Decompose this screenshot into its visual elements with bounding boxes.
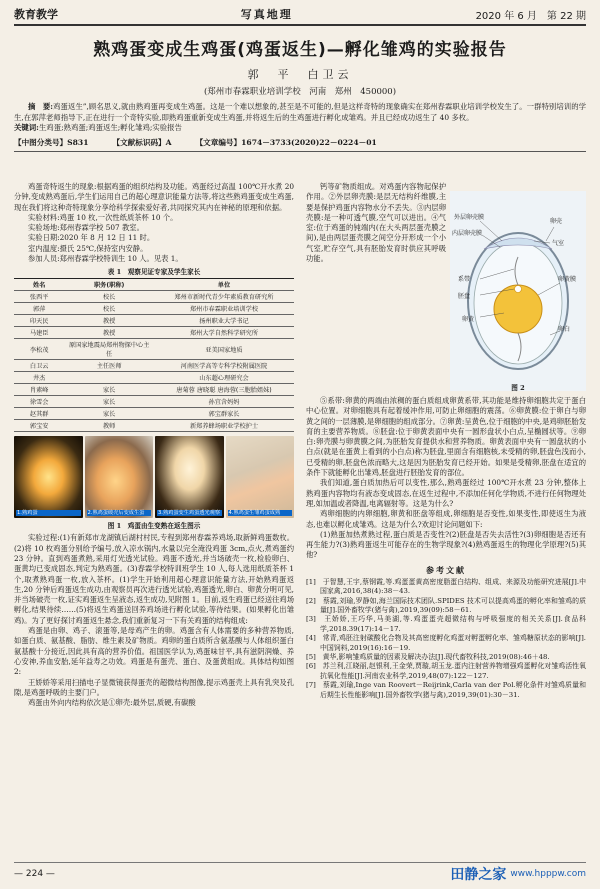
reference-item: [7] 蔡霞,刘瑜,Inge van Roovert－Reijrink,Carla van der Pol.孵化条件对雏鸡质量和后期生长性能影响[J].国外畜牧学(猪与禽),2019,39(01):30－31. bbox=[306, 681, 586, 699]
table-row bbox=[14, 396, 294, 408]
right-column bbox=[306, 182, 586, 854]
table-cell: 印天民 bbox=[14, 315, 64, 327]
body-paragraph: 我们知道,蛋白质加热后可以变性,那么,熟鸡蛋经过 100℃开水煮 23 分钟,整体上熟鸡蛋内容物均有液态变成固态,在返生过程中,不添加任何化学物质,不进行任何物理处理,如加温或者降温,电离辐射等。这是为什么? bbox=[306, 478, 586, 508]
table-header-cell: 单位 bbox=[154, 279, 294, 291]
body-paragraph: 鸡蛋是由卵、鸡子、滚蛋等,是母鸡产生的卵。鸡蛋含有人体需要的多种营养物质,如蛋白质、氨基酸、脂肪、维生素及矿物质。鸡卵的蛋白质所含氨基酸与人体组织蛋白氨基酸十分接近,因此具有高的营养价值。祖国医学认为,鸡蛋味甘平,具有滋阴润燥、养心安神,养血安胎,延年益寿之功效。鸡蛋是有蛋壳、蛋白、及蛋黄组成。具体结构如图 2: bbox=[14, 626, 294, 677]
table-cell: 孙宜含妈妈 bbox=[154, 396, 294, 408]
running-header bbox=[14, 6, 586, 26]
table-header-row bbox=[14, 279, 294, 291]
egg-structure-diagram bbox=[450, 184, 586, 398]
label-yolk: 卵黄 bbox=[462, 316, 475, 323]
body-columns bbox=[14, 182, 586, 854]
right-top-block bbox=[306, 182, 586, 396]
photo-cooked-egg bbox=[14, 436, 83, 518]
reference-item: [2] 蔡霞,刘瑜,罗静如,海兰国际技术团队.SPIDES 技术可以提高鸡蛋的孵化率和雏鸡的质量[J].国外畜牧学(猪与禽),2019,39(09):58－61. bbox=[306, 596, 586, 614]
body-paragraph: ⑤系带:卵黄的两端由浓稠的蛋白质组成卵黄系带,其功能是维持卵细胞共定于蛋白中心位置。对卵细胞具有起着缓冲作用,可防止卵细胞的震荡。⑥卵黄膜:位于卵白与卵黄之间的一层薄膜,是卵细胞的组成部分。⑦卵黄:呈黄色,位于细胞的中央,是鸡卵胚胎发育的主要营养物质。⑧胚盘:位于卵黄表面中央有一圆形盘状小白点,呈椭圆状等。⑨卵白:卵壳膜与卵黄膜之间,为胚胎发育提供水和营养物质。卵黄表面中央有一圆盘状的小白点(就是在蛋黄上看到的小白点)称为胚盘,里面含有细胞核,未受精的卵,胚盘色浅而小,已受精的卵,胚盘色浓而略大,这是因为胚胎发育已经开始。如果是受精卵,胚盘在适宜的条件下就能孵化出雏鸡,胚盘进行胚胎发育的部位。 bbox=[306, 396, 586, 478]
document-code: 【文献标识码】A bbox=[112, 137, 172, 147]
table-row bbox=[14, 420, 294, 432]
header-section: 教育教学 bbox=[14, 8, 58, 21]
table-row bbox=[14, 360, 294, 372]
body-paragraph: 实验过程:(1)有新郑市龙湖镇后湖村村民,专程到郑州春霖养鸡场,取新鲜鸡蛋数枚。(2)将 10 枚鸡蛋分别给予编号,放入凉水锅内,水量以完全淹没鸡蛋 3cm,点火,煮鸡蛋约 23 分钟。直到鸡蛋煮熟,采用灯光透光试验。鸡蛋不透光,并当场破壳一枚,检验卵白、蛋黄均已变成固态,判定为熟鸡蛋。(3)春霖学校特训班学生 10 人,每人选用纸质茶杯 1 个,取煮熟鸡蛋一枚,放入茶杯。(1)学生开始利用超心理意识能量方法,开始熟鸡蛋返生,20 分钟后鸡蛋返生成功,由观察员再次进行透光试验,鸡蛋透光,卵白、卵黄分明可见,并当场破壳一枚,证实鸡蛋返生呈液态,返生成功,见附图 1。目前,返生鸡蛋已经送往鸡场孵化,结果待续……(5)将返生鸡蛋送回养鸡场进行孵化试验,等待结果。(如果孵化出雏鸡)。为了更好探讨鸡蛋返生悬念,我们重新复习一下有关鸡蛋的结构组成: bbox=[14, 533, 294, 625]
structure-text: 钙等矿物质组成。对鸡蛋内容物起保护作用。②外层卵壳膜:是层无结构纤维膜,主要是保护鸡蛋内容物水分不丢失。③内层卵壳膜:是一种可透气膜,空气可以进出。④气室:位于鸡蛋的钝端内(在大头两层蛋壳膜之间),是由两层蛋壳膜之间空分开形成一个小气室,贮存空气,具有胚胎发育时供应其呼吸功能。 bbox=[306, 182, 446, 264]
references-heading: 参考文献 bbox=[426, 564, 466, 575]
label-outer-membrane: 外层卵壳膜 bbox=[454, 214, 485, 221]
table-row bbox=[14, 303, 294, 315]
table-header-cell: 职务(职称) bbox=[64, 279, 154, 291]
paper-authors: 郭 平 白卫云 bbox=[247, 68, 353, 81]
table-cell: 李松茂 bbox=[14, 339, 64, 360]
keywords bbox=[14, 123, 586, 134]
watermark-url: www.hpppw.com bbox=[510, 868, 586, 879]
table-row bbox=[14, 315, 294, 327]
paper-title: 熟鸡蛋变成生鸡蛋(鸡蛋返生)—孵化雏鸡的实验报告 bbox=[93, 40, 507, 60]
label-inner-membrane: 内层卵壳膜 bbox=[452, 230, 483, 237]
photo-label: 2.熟鸡蛋破壳后变成生蛋 bbox=[87, 510, 152, 516]
intro-paragraph: 室内温度:摄氏 25℃,保持室内安静。 bbox=[28, 243, 148, 253]
table-row bbox=[14, 408, 294, 420]
intro-paragraph: 实验日期:2020 年 8 月 12 日 11 时。 bbox=[28, 233, 155, 243]
page-footer bbox=[14, 862, 586, 884]
table-cell: 郑州市春霖职业培训学校 bbox=[154, 303, 294, 315]
table-cell: 白卫云 bbox=[14, 360, 64, 372]
keywords-text: 生鸡蛋;熟鸡蛋;鸡蛋返生;孵化雏鸡;实验报告 bbox=[38, 123, 182, 133]
table-cell: 家长 bbox=[64, 408, 154, 420]
reference-item: [3] 王娇娇,王巧华,马美湖,等.鸡蛋蛋壳超微结构与呼吸强度的相关关系[J].食品科学,2018.39(17):14－17. bbox=[306, 615, 586, 633]
table-cell: 原国家地震局郑州物探中心主任 bbox=[64, 339, 154, 360]
table-cell: 郭宝群家长 bbox=[154, 408, 294, 420]
table-cell: 家长 bbox=[64, 396, 154, 408]
table-cell bbox=[64, 372, 154, 384]
abstract-text: 鸡蛋返生”,顾名思义,就由熟鸡蛋再变成生鸡蛋。这是一个难以想象的,甚至是不可能的,但是这样奇特的现象确实在郑州春霖职业培训学校发生了。一群特别培训的学生,在郭萍老师指导下,正在进行一个奇特实验,即熟鸡蛋重新变成生鸡蛋,并将返生后的生鸡蛋进行孵化成雏鸡。并且已经成功返生了 40 多枚。 bbox=[14, 102, 587, 122]
label-egg-white: 卵白 bbox=[558, 326, 571, 333]
table-cell: 郑州市新时代青少年素质教育研究所 bbox=[154, 291, 294, 303]
body-paragraph: 鸡卵细胞的内卵细胞,卵黄和胚盘等组成,卵细胞是否变性,如果变性,即使返生为液态,也难以孵化成雏鸡。这是为什么?欢迎讨论问题如下: bbox=[306, 509, 586, 529]
clc-number: 【中图分类号】S831 bbox=[14, 137, 89, 147]
table-cell: 赵其群 bbox=[14, 408, 64, 420]
label-germinal-disc: 胚盘 bbox=[458, 293, 471, 300]
page-number: — 224 — bbox=[14, 868, 55, 879]
watermark bbox=[450, 864, 586, 884]
photo-raw-egg bbox=[226, 436, 295, 518]
table-cell: 郭萍 bbox=[14, 303, 64, 315]
label-air-cell: 气室 bbox=[552, 240, 565, 247]
table-row bbox=[14, 327, 294, 339]
figure-2-caption: 图 2 bbox=[511, 384, 525, 392]
table-cell: 山东超心理研究会 bbox=[154, 372, 294, 384]
table-cell: 家长 bbox=[64, 384, 154, 396]
abstract-label: 摘 要: bbox=[28, 102, 54, 111]
reference-item: [5] 黄华,影响雏鸡质量的因素及解决办法[J].现代畜牧科技,2019(08):46＋48. bbox=[306, 653, 550, 661]
figure-1-photos bbox=[14, 436, 294, 518]
table-row bbox=[14, 339, 294, 360]
table-cell: 张西平 bbox=[14, 291, 64, 303]
body-paragraph: 王娇娇等采用扫描电子显微镜获得蛋壳的超微结构图像,提示鸡蛋壳上具有乳突及孔隙,是鸡蛋呼吸的主要门户。 bbox=[14, 677, 294, 697]
intro-paragraph: 实验场地:郑州春霖学校 507 教室。 bbox=[28, 223, 144, 233]
table-cell: 河南医学高等专科学校附属医院 bbox=[154, 360, 294, 372]
table-row bbox=[14, 372, 294, 384]
table-cell: 郭宝安 bbox=[14, 420, 64, 432]
intro-paragraph: 参加人员:郑州春霖学校特训生 10 人。见表 1。 bbox=[28, 254, 183, 264]
photo-label: 1.熟鸡蛋 bbox=[16, 510, 81, 516]
table-cell: 教授 bbox=[64, 327, 154, 339]
table-cell: 唐菊蓉 唐晓聪 唐海蓉(三胞胎姐妹) bbox=[154, 384, 294, 396]
keywords-label: 关键词: bbox=[14, 123, 39, 133]
germinal-disc-shape bbox=[515, 286, 522, 293]
table-cell: 主任医师 bbox=[64, 360, 154, 372]
label-shell: 卵壳 bbox=[550, 218, 563, 225]
table-cell: 教师 bbox=[64, 420, 154, 432]
header-issue: 2020 年 6 月 第 22 期 bbox=[475, 11, 586, 22]
table-row bbox=[14, 291, 294, 303]
intro-paragraph: 鸡蛋奇特返生的现象:根据鸡蛋的组织结构及功能。鸡蛋经过高温 100℃开水煮 20 分钟,变成熟鸡蛋后,学生们运用自己的超心理意识能量方法等,将这些熟鸡蛋变成生鸡蛋,现在我们将这种奇特现象分享给科学探索爱好者,共同探究其内在神秘的原理和依据。 bbox=[14, 182, 294, 212]
table-cell: 扬州职业大学书记 bbox=[154, 315, 294, 327]
table-cell: 亚美国家地质 bbox=[154, 339, 294, 360]
label-yolk-membrane: 卵黄膜 bbox=[558, 276, 577, 283]
reference-item: [1] 于智慧,王宇,蔡钢霞,等.鸡蛋蛋黄高密度脂蛋白结构、组成、来源及功能研究进展[J].中国家禽,2016,38(4):38－43. bbox=[306, 577, 586, 596]
photo-candling-egg bbox=[155, 436, 224, 518]
table-cell: 新郑养蜂场职业学校护士 bbox=[154, 420, 294, 432]
body-paragraph: (1)熟蛋加热煮熟过程,蛋白质是否变性?(2)胚盘是否失去活性?(3)卵细胞是否还有再生能力?(3)熟鸡蛋返生可能存在的生物学现象?(4)熟鸡蛋返生的物理化学原理?(5)其他? bbox=[306, 529, 586, 560]
header-journal: 写真地理 bbox=[240, 8, 293, 21]
table-row bbox=[14, 384, 294, 396]
paper-affiliation: (郑州市春霖职业培训学校 河南 郑州 450000) bbox=[203, 87, 397, 97]
table-caption: 表 1 观察见证专家及学生家长 bbox=[107, 268, 201, 277]
article-number: 【文章编号】1674－3733(2020)22－0224－01 bbox=[195, 137, 377, 147]
table-cell: 井杰 bbox=[14, 372, 64, 384]
reference-item: [6] 苏兰利,江晓丽,赵银利,王金荣,贾璇,胡玉龙.蛋内注射营养物增强鸡蛋孵化对雏鸡活性氧抗氧化性能[J].河南农业科学,2019,48(07):122－127. bbox=[306, 662, 586, 680]
label-chalaza: 系带 bbox=[458, 276, 471, 283]
body-paragraph: 鸡蛋由外向内结构依次是①卵壳:最外层,质硬,有碳酸 bbox=[28, 698, 196, 708]
photo-label: 4.熟鸡蛋生雏鸡蛋成熟 bbox=[228, 510, 293, 516]
reference-item: [4] 常青,鸡胚注射碳酸化合物及其高密度孵化鸡蛋对孵蛋孵化率、雏鸡糖原状态的影响[J].中国饲料,2019(16):16－19. bbox=[306, 634, 586, 652]
figure-1-caption: 图 1 鸡蛋由生变熟在返生图示 bbox=[107, 522, 201, 531]
intro-paragraph: 实验材料:鸡蛋 10 枚,一次性纸质茶杯 10 个。 bbox=[28, 212, 178, 222]
table-cell: 马建臣 bbox=[14, 327, 64, 339]
table-header-cell: 姓名 bbox=[14, 279, 64, 291]
table-cell: 校长 bbox=[64, 303, 154, 315]
left-column bbox=[14, 182, 294, 854]
abstract bbox=[14, 102, 586, 123]
watermark-logo: 田静之家 bbox=[450, 866, 507, 883]
table-cell: 教授 bbox=[64, 315, 154, 327]
classification-line bbox=[14, 137, 586, 152]
photo-label: 3.熟鸡蛋变生鸡蛋透光观察 bbox=[158, 509, 221, 516]
table-cell: 肖素峰 bbox=[14, 384, 64, 396]
table-cell: 校长 bbox=[64, 291, 154, 303]
table-cell: 郑州大学自然科学研究所 bbox=[154, 327, 294, 339]
experts-table bbox=[14, 278, 294, 432]
table-cell: 徐雪会 bbox=[14, 396, 64, 408]
photo-broken-egg bbox=[85, 436, 154, 518]
